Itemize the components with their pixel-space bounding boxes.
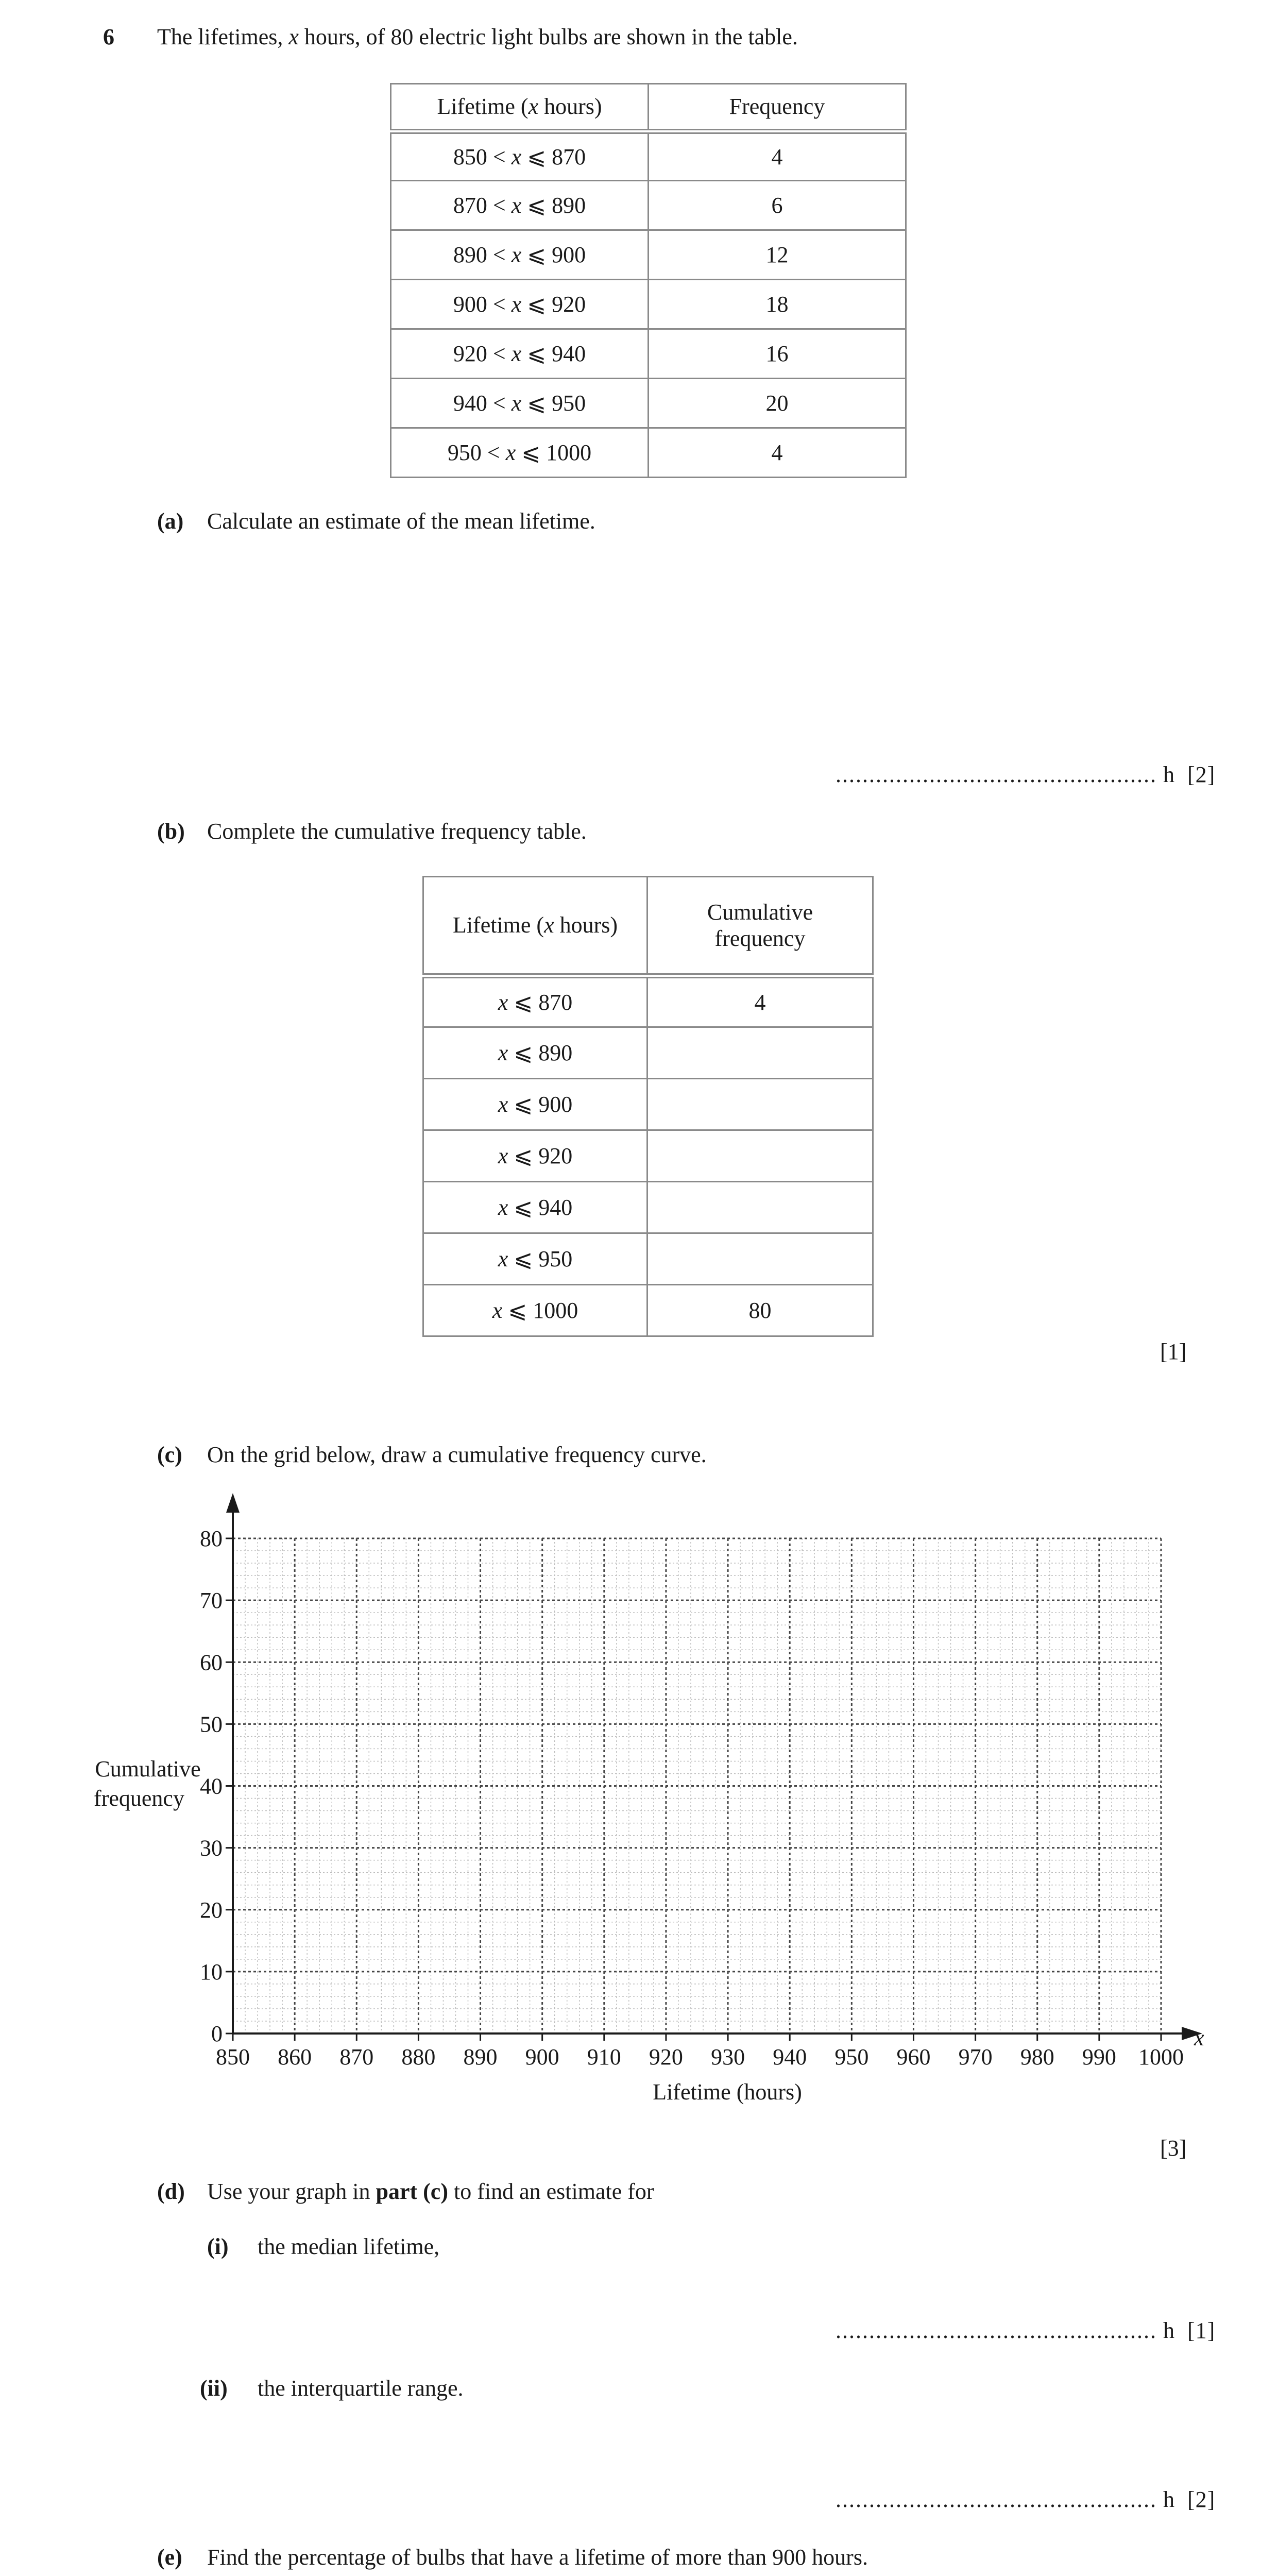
part-c-text: On the grid below, draw a cumulative frequency curve. <box>207 1442 707 1467</box>
y-tick-label: 10 <box>200 1959 223 1985</box>
x-tick-labels <box>216 2044 1184 2070</box>
x-tick-label: 850 <box>216 2044 250 2070</box>
cf-value-cell[interactable]: 4 <box>647 976 873 1027</box>
lifetime-interval: 890 < x ⩽ 900 <box>391 230 649 280</box>
lifetime-interval: 870 < x ⩽ 890 <box>391 181 649 230</box>
cf-value-cell[interactable]: 80 <box>647 1285 873 1336</box>
y-axis-arrow <box>226 1493 240 1513</box>
frequency-value: 18 <box>649 280 906 329</box>
x-tick-label: 890 <box>463 2044 498 2070</box>
y-axis-title-line2: frequency <box>94 1786 184 1811</box>
x-tick-label: 1000 <box>1138 2044 1184 2070</box>
y-tick-label: 30 <box>200 1835 223 1861</box>
cf-header-cumulative-frequency: Cumulative frequency <box>647 877 873 976</box>
y-tick-label: 40 <box>200 1773 223 1799</box>
lifetime-interval: 900 < x ⩽ 920 <box>391 280 649 329</box>
y-tick-labels <box>200 1526 223 2046</box>
x-tick-label: 990 <box>1082 2044 1116 2070</box>
lifetime-interval: 940 < x ⩽ 950 <box>391 379 649 428</box>
x-tick-label: 940 <box>773 2044 807 2070</box>
lifetime-interval: 850 < x ⩽ 870 <box>391 131 649 181</box>
x-tick-label: 910 <box>587 2044 621 2070</box>
x-tick-label: 980 <box>1020 2044 1054 2070</box>
part-d-i-text: the median lifetime, <box>258 2234 440 2259</box>
question-stem: The lifetimes, x hours, of 80 electric light bulbs are shown in the table. <box>157 24 798 49</box>
header-frequency: Frequency <box>649 84 906 131</box>
x-tick-label: 880 <box>401 2044 436 2070</box>
y-tick-label: 50 <box>200 1711 223 1737</box>
part-a-label: (a) <box>157 509 184 534</box>
frequency-value: 12 <box>649 230 906 280</box>
part-a-answer-line[interactable]: ................................................ h [2] <box>836 762 1216 787</box>
y-tick-label: 60 <box>200 1650 223 1675</box>
part-e-text: Find the percentage of bulbs that have a lifetime of more than 900 hours. <box>207 2545 868 2570</box>
cf-bound: x ⩽ 1000 <box>423 1285 647 1336</box>
cf-bound: x ⩽ 900 <box>423 1079 647 1130</box>
part-d-ii-answer-line[interactable]: ................................................ h [2] <box>836 2487 1216 2512</box>
x-tick-label: 870 <box>339 2044 374 2070</box>
part-d-i-answer-line[interactable]: ................................................ h [1] <box>836 2318 1216 2343</box>
x-axis-title: Lifetime (hours) <box>653 2079 802 2105</box>
part-d-ii-label: (ii) <box>200 2376 228 2401</box>
lifetime-interval: 950 < x ⩽ 1000 <box>391 428 649 478</box>
frequency-value: 16 <box>649 329 906 379</box>
frequency-value: 6 <box>649 181 906 230</box>
x-tick-label: 900 <box>525 2044 559 2070</box>
cf-header-lifetime: Lifetime (x hours) <box>423 877 647 976</box>
part-a-text: Calculate an estimate of the mean lifetime. <box>207 509 595 534</box>
x-tick-label: 970 <box>958 2044 993 2070</box>
cf-bound: x ⩽ 940 <box>423 1182 647 1233</box>
x-tick-label: 920 <box>649 2044 683 2070</box>
part-d-i-label: (i) <box>207 2234 229 2259</box>
header-lifetime: Lifetime (x hours) <box>391 84 649 131</box>
frequency-value: 4 <box>649 428 906 478</box>
part-b-text: Complete the cumulative frequency table. <box>207 819 587 844</box>
part-d-label: (d) <box>157 2179 185 2204</box>
x-tick-label: 860 <box>278 2044 312 2070</box>
part-b-marks: [1] <box>1160 1339 1187 1364</box>
part-e-label: (e) <box>157 2545 182 2570</box>
x-tick-label: 930 <box>711 2044 745 2070</box>
y-tick-label: 80 <box>200 1526 223 1551</box>
cf-bound: x ⩽ 870 <box>423 976 647 1027</box>
part-c-marks: [3] <box>1160 2136 1187 2161</box>
frequency-value: 4 <box>649 131 906 181</box>
part-d-ii-text: the interquartile range. <box>258 2376 464 2401</box>
x-axis-symbol: x <box>1194 2025 1204 2050</box>
y-tick-label: 70 <box>200 1588 223 1614</box>
x-tick-label: 950 <box>834 2044 869 2070</box>
y-tick-label: 20 <box>200 1897 223 1923</box>
frequency-value: 20 <box>649 379 906 428</box>
part-b-label: (b) <box>157 819 185 844</box>
part-c-label: (c) <box>157 1442 182 1467</box>
cf-bound: x ⩽ 950 <box>423 1233 647 1285</box>
question-number: 6 <box>103 24 114 49</box>
y-tick-label: 0 <box>211 2021 223 2046</box>
major-grid <box>233 1538 1161 2033</box>
cf-bound: x ⩽ 890 <box>423 1027 647 1079</box>
x-tick-label: 960 <box>896 2044 931 2070</box>
cf-bound: x ⩽ 920 <box>423 1130 647 1182</box>
y-axis-title-line1: Cumulative <box>95 1756 201 1782</box>
part-d-text: Use your graph in part (c) to find an estimate for <box>207 2179 654 2204</box>
lifetime-interval: 920 < x ⩽ 940 <box>391 329 649 379</box>
